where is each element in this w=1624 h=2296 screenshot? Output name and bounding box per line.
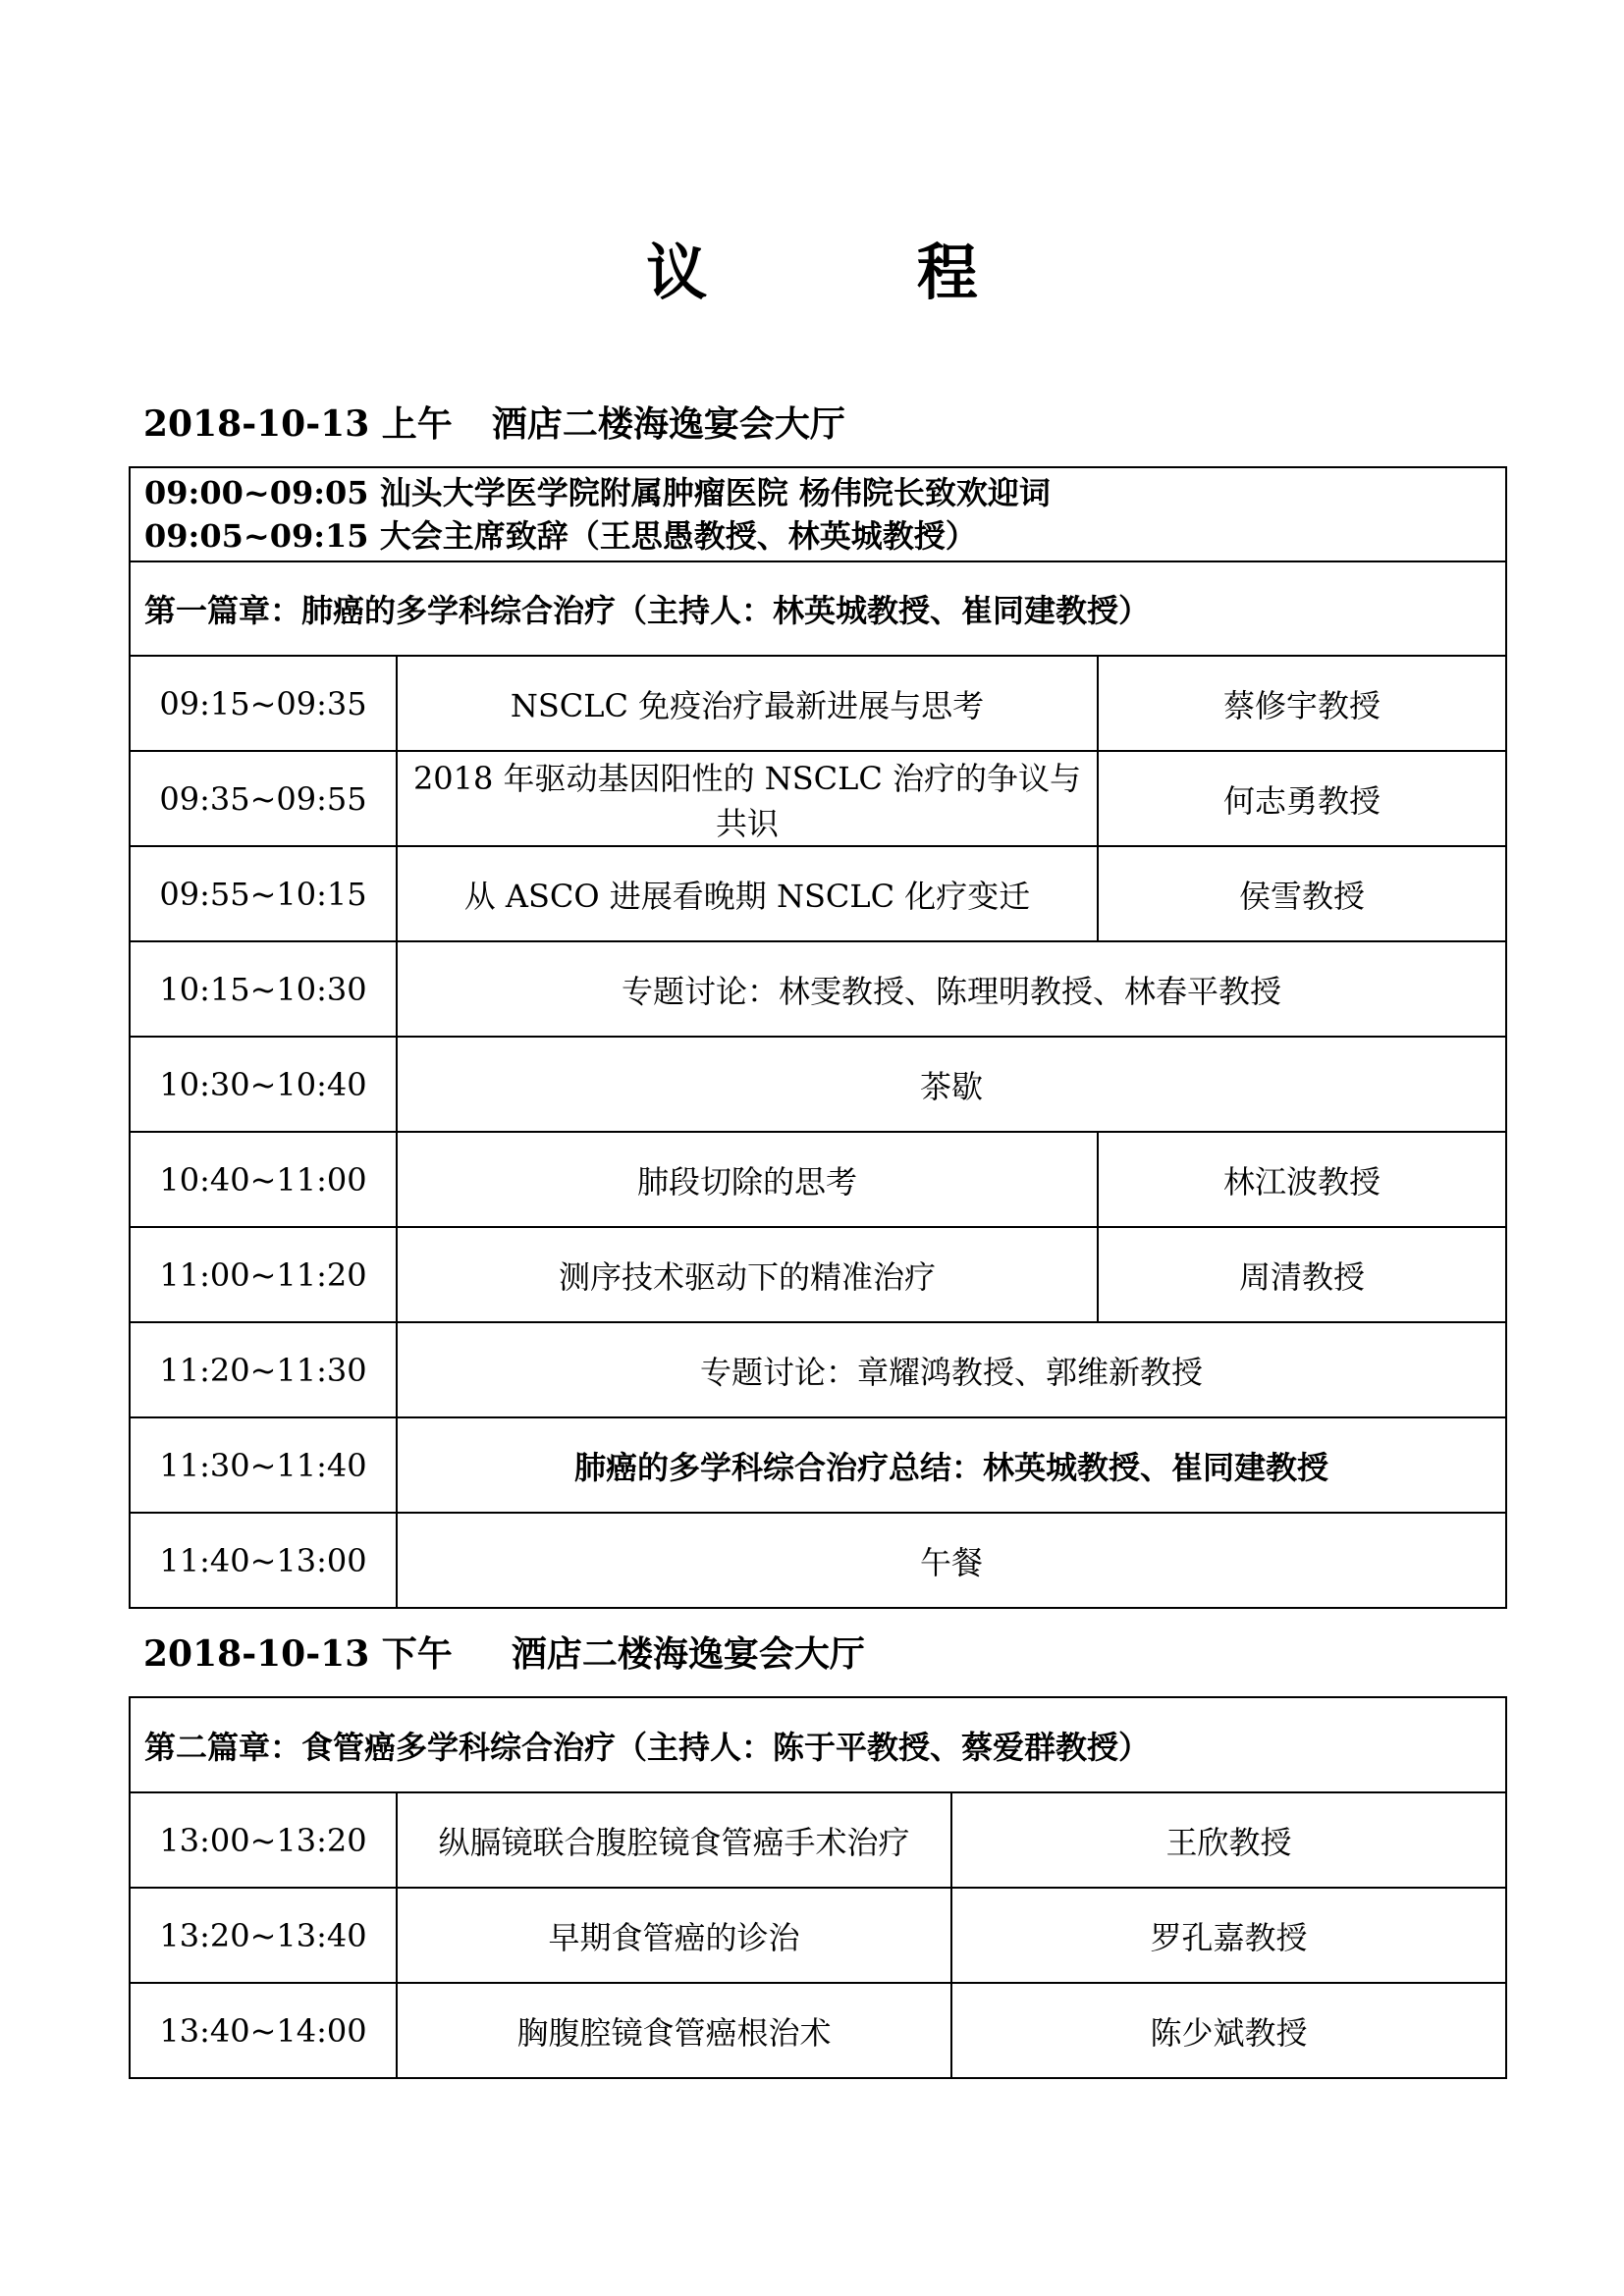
lunch-cell: 午餐 — [397, 1513, 1506, 1608]
topic-cell: 早期食管癌的诊治 — [397, 1888, 951, 1983]
table-row — [130, 1227, 1506, 1322]
time-cell: 13:40~14:00 — [130, 1983, 397, 2078]
time-cell: 09:55~10:15 — [130, 846, 397, 941]
break-cell: 茶歇 — [397, 1037, 1506, 1132]
opening-line-2: 09:05~09:15 大会主席致辞（王思愚教授、林英城教授） — [144, 517, 977, 555]
opening-line-1: 09:00~09:05 汕头大学医学院附属肿瘤医院 杨伟院长致欢迎词 — [144, 474, 1051, 511]
topic-cell: 从 ASCO 进展看晚期 NSCLC 化疗变迁 — [397, 846, 1098, 941]
chapter-row — [130, 1697, 1506, 1792]
opening-row — [130, 467, 1506, 561]
morning-agenda-table — [129, 466, 1507, 1609]
page-title: 议 程 — [646, 237, 1072, 308]
speaker-cell: 林江波教授 — [1098, 1132, 1506, 1227]
table-row — [130, 846, 1506, 941]
morning-heading — [143, 397, 845, 447]
table-row — [130, 1983, 1506, 2078]
topic-cell: 测序技术驱动下的精准治疗 — [397, 1227, 1098, 1322]
morning-date: 2018-10-13 上午 — [143, 403, 453, 445]
table-row — [130, 656, 1506, 751]
table-row — [130, 1792, 1506, 1888]
topic-cell: 纵膈镜联合腹腔镜食管癌手术治疗 — [397, 1792, 951, 1888]
table-row — [130, 1132, 1506, 1227]
table-row — [130, 1037, 1506, 1132]
speaker-cell: 王欣教授 — [951, 1792, 1506, 1888]
table-row — [130, 1888, 1506, 1983]
speaker-cell: 侯雪教授 — [1098, 846, 1506, 941]
table-row — [130, 1417, 1506, 1513]
summary-cell: 肺癌的多学科综合治疗总结：林英城教授、崔同建教授 — [397, 1417, 1506, 1513]
speaker-cell: 陈少斌教授 — [951, 1983, 1506, 2078]
time-cell: 09:15~09:35 — [130, 656, 397, 751]
afternoon-agenda-table — [129, 1696, 1507, 2079]
table-row — [130, 941, 1506, 1037]
speaker-cell: 周清教授 — [1098, 1227, 1506, 1322]
time-cell: 11:30~11:40 — [130, 1417, 397, 1513]
afternoon-date: 2018-10-13 下午 — [143, 1633, 453, 1675]
opening-cell — [130, 467, 1506, 561]
time-cell: 11:20~11:30 — [130, 1322, 397, 1417]
discussion-cell: 专题讨论：章耀鸿教授、郭维新教授 — [397, 1322, 1506, 1417]
time-cell: 10:15~10:30 — [130, 941, 397, 1037]
chapter-1-title: 第一篇章：肺癌的多学科综合治疗（主持人：林英城教授、崔同建教授） — [130, 561, 1506, 656]
speaker-cell: 蔡修宇教授 — [1098, 656, 1506, 751]
afternoon-heading — [143, 1627, 865, 1677]
time-cell: 09:35~09:55 — [130, 751, 397, 846]
time-cell: 10:30~10:40 — [130, 1037, 397, 1132]
chapter-row — [130, 561, 1506, 656]
time-cell: 13:00~13:20 — [130, 1792, 397, 1888]
table-row — [130, 1513, 1506, 1608]
time-cell: 10:40~11:00 — [130, 1132, 397, 1227]
time-cell: 11:00~11:20 — [130, 1227, 397, 1322]
topic-cell: 胸腹腔镜食管癌根治术 — [397, 1983, 951, 2078]
speaker-cell: 何志勇教授 — [1098, 751, 1506, 846]
topic-cell: NSCLC 免疫治疗最新进展与思考 — [397, 656, 1098, 751]
morning-location: 酒店二楼海逸宴会大厅 — [491, 403, 845, 445]
speaker-cell: 罗孔嘉教授 — [951, 1888, 1506, 1983]
time-cell: 11:40~13:00 — [130, 1513, 397, 1608]
time-cell: 13:20~13:40 — [130, 1888, 397, 1983]
afternoon-location: 酒店二楼海逸宴会大厅 — [511, 1633, 865, 1675]
discussion-cell: 专题讨论：林雯教授、陈理明教授、林春平教授 — [397, 941, 1506, 1037]
table-row — [130, 1322, 1506, 1417]
topic-cell: 肺段切除的思考 — [397, 1132, 1098, 1227]
table-row — [130, 751, 1506, 846]
topic-cell: 2018 年驱动基因阳性的 NSCLC 治疗的争议与共识 — [397, 751, 1098, 846]
chapter-2-title: 第二篇章：食管癌多学科综合治疗（主持人：陈于平教授、蔡爱群教授） — [130, 1697, 1506, 1792]
